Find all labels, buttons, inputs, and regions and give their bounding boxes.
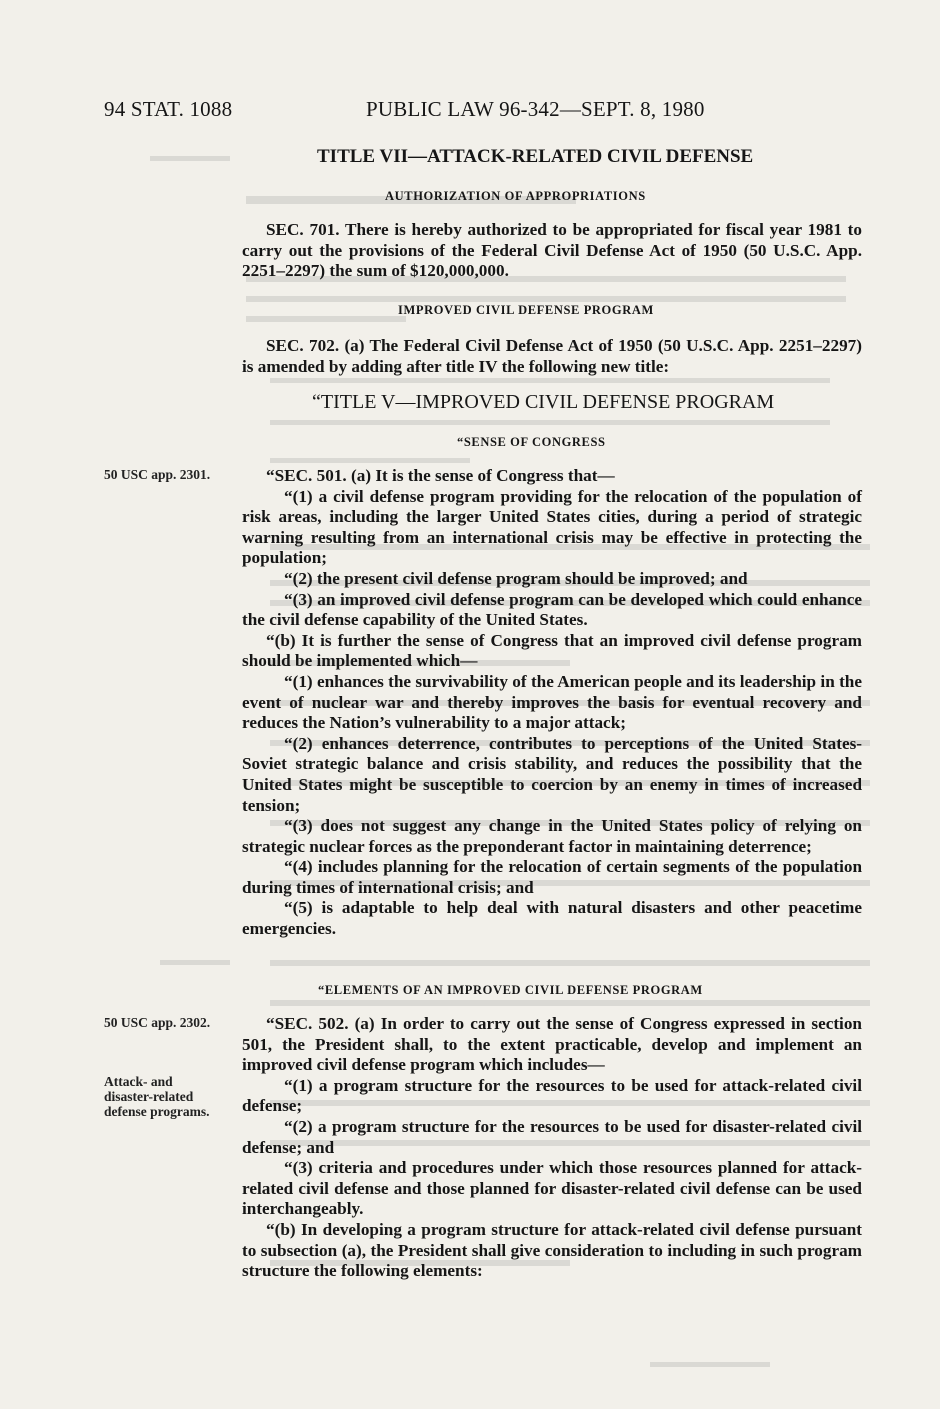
sec-501-a1: “(1) a civil defense program providing for the relocation of the population of risk areas, including the larger United States cities, during a period of strategic warning resulting from an international crisis may be effective in protecting the population; <box>242 486 862 568</box>
section-502 <box>242 1014 862 1282</box>
sec-501-b2: “(2) enhances deterrence, contributes to perceptions of the United States-Soviet strategic balance and crisis stability, and reduces the possibility that the United States might be susceptible to coercion by an enemy in times of increased tension; <box>242 733 862 815</box>
sec-502-a2: “(2) a program structure for the resources to be used for disaster-related civil defense; and <box>242 1116 862 1157</box>
sec-502-b: “(b) In developing a program structure for attack-related civil defense pursuant to subsection (a), the President shall give consideration to including in such program structure the following elements: <box>242 1219 862 1281</box>
sec-501-b: “(b) It is further the sense of Congress that an improved civil defense program should be implemented which— <box>242 630 862 671</box>
sec-502-a3: “(3) criteria and procedures under which those resources planned for attack-related civil defense and those planned for disaster-related civil defense can be used interchangeably. <box>242 1158 862 1219</box>
running-head: PUBLIC LAW 96-342—SEPT. 8, 1980 <box>366 97 705 121</box>
sec-501-b3: “(3) does not suggest any change in the United States policy of relying on strategic nuclear forces as the preponderant factor in maintaining deterrence; <box>242 816 862 856</box>
section-501 <box>242 466 862 940</box>
sec-502-intro: “SEC. 502. (a) In order to carry out the sense of Congress expressed in section 501, the President shall, to the extent practicable, develop and implement an improved civil defense program which includes— <box>242 1014 862 1075</box>
page-citation: 94 STAT. 1088 <box>104 97 233 121</box>
section-701-text: SEC. 701. There is hereby authorized to be appropriated for fiscal year 1981 to carry out the provisions of the Federal Civil Defense Act of 1950 (50 U.S.C. App. 2251–2297) the sum of $120,000,000. <box>242 220 862 281</box>
sec-501-b5: “(5) is adaptable to help deal with natural disasters and other peacetime emergencies. <box>242 898 862 939</box>
title-vii-heading: TITLE VII—ATTACK-RELATED CIVIL DEFENSE <box>317 146 754 167</box>
sense-of-congress-heading: “SENSE OF CONGRESS <box>457 435 606 449</box>
section-702 <box>242 336 862 377</box>
sec-501-intro: “SEC. 501. (a) It is the sense of Congress that— <box>266 466 615 485</box>
section-702-text: SEC. 702. (a) The Federal Civil Defense Act of 1950 (50 U.S.C. App. 2251–2297) is amended by adding after title IV the following new title: <box>242 336 862 376</box>
margin-note-programs: Attack- and disaster-related defense programs. <box>104 1074 210 1119</box>
sec-501-b4: “(4) includes planning for the relocation of certain segments of the population during times of international crisis; and <box>242 857 862 897</box>
sec-502-a1: “(1) a program structure for the resources to be used for attack-related civil defense; <box>242 1075 862 1116</box>
section-701 <box>242 220 862 282</box>
elements-heading: “ELEMENTS OF AN IMPROVED CIVIL DEFENSE PROGRAM <box>318 983 703 997</box>
margin-note-2301: 50 USC app. 2301. <box>104 467 211 482</box>
title-v-heading: “TITLE V—IMPROVED CIVIL DEFENSE PROGRAM <box>312 391 775 413</box>
sec-501-a3: “(3) an improved civil defense program can be developed which could enhance the civil defense capability of the United States. <box>242 589 862 630</box>
margin-note-2302: 50 USC app. 2302. <box>104 1015 211 1030</box>
sec-501-b1: “(1) enhances the survivability of the American people and its leadership in the event of nuclear war and thereby improves the basis for eventual recovery and reduces the Nation’s vulnerability to a major attack; <box>242 671 862 733</box>
authorization-heading: AUTHORIZATION OF APPROPRIATIONS <box>385 189 646 203</box>
sec-501-a2: “(2) the present civil defense program should be improved; and <box>284 568 748 588</box>
improved-program-heading: IMPROVED CIVIL DEFENSE PROGRAM <box>398 303 654 317</box>
